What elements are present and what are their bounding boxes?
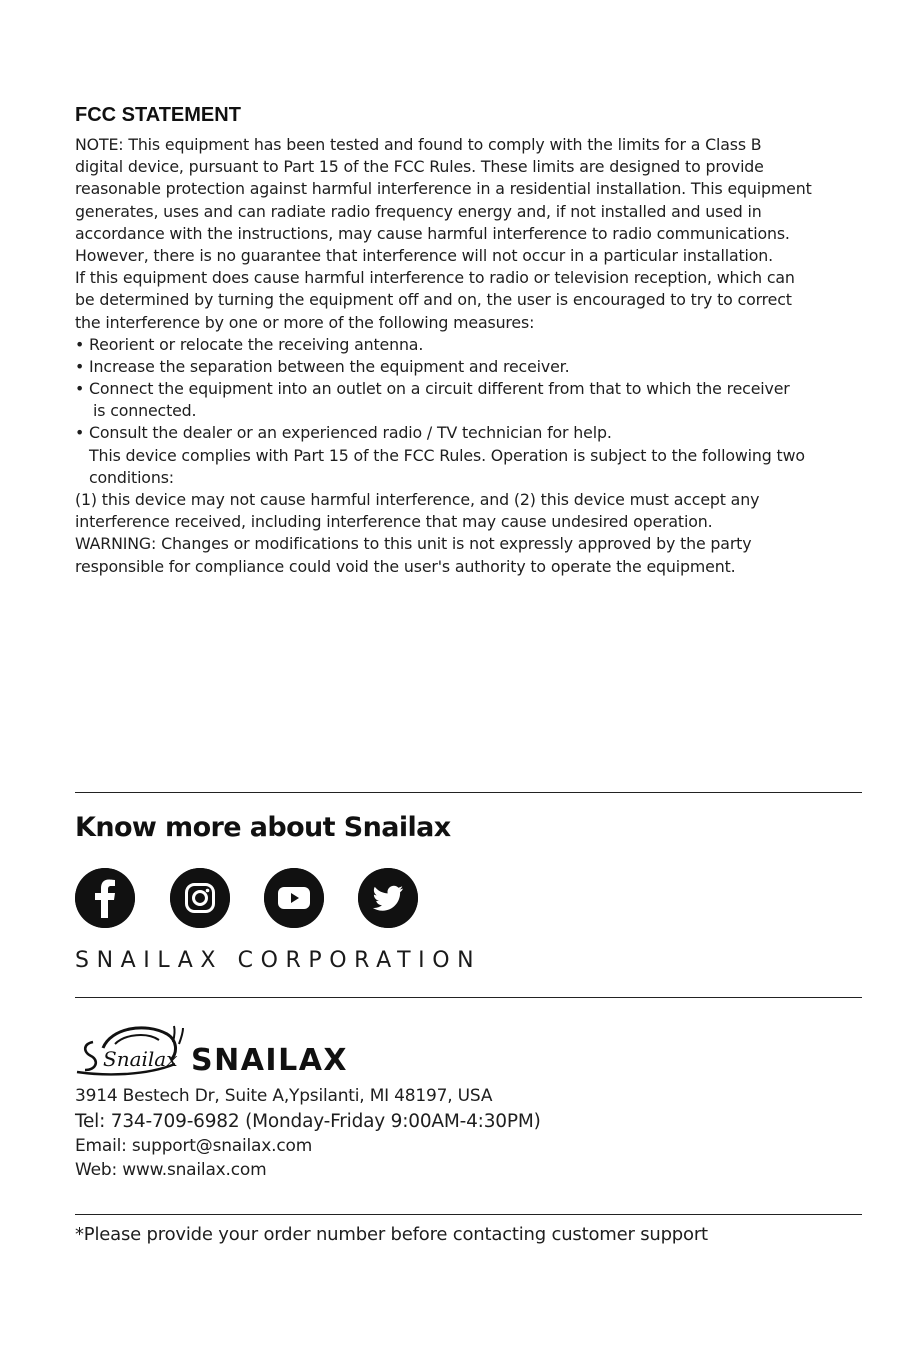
logo-wordmark: SNAILAX xyxy=(191,1043,349,1078)
address-text: 3914 Bestech Dr, Suite A,Ypsilanti, MI 48197, USA xyxy=(75,1086,493,1106)
twitter-icon[interactable] xyxy=(358,868,418,928)
fcc-line: digital device, pursuant to Part 15 of the FCC Rules. These limits are designed to provide xyxy=(75,157,764,177)
fcc-line: (1) this device may not cause harmful interference, and (2) this device must accept any xyxy=(75,490,760,509)
fcc-line: interference received, including interference that may cause undesired operation. xyxy=(75,512,713,532)
fcc-statement-title: FCC STATEMENT xyxy=(75,104,241,126)
phone-text: Tel: 734-709-6982 (Monday-Friday 9:00AM-4:30PM) xyxy=(75,1111,541,1132)
corporation-name: SNAILAX CORPORATION xyxy=(75,948,482,973)
divider xyxy=(75,1214,862,1215)
fcc-bullet-continuation: is connected. xyxy=(93,401,197,421)
fcc-warning: WARNING: Changes or modifications to this unit is not expressly approved by the party xyxy=(75,534,752,554)
fcc-line: NOTE: This equipment has been tested and found to comply with the limits for a Class B xyxy=(75,135,762,154)
fcc-statement-body xyxy=(75,134,875,578)
fcc-line: accordance with the instructions, may cause harmful interference to radio communications. xyxy=(75,223,790,243)
fcc-line: If this equipment does cause harmful interference to radio or television reception, which can xyxy=(75,268,795,288)
youtube-icon[interactable] xyxy=(264,868,324,928)
fcc-line: This device complies with Part 15 of the FCC Rules. Operation is subject to the following two xyxy=(89,445,805,465)
web-link[interactable]: Web: www.snailax.com xyxy=(75,1160,267,1180)
fcc-line: conditions: xyxy=(89,467,174,487)
about-heading: Know more about Snailax xyxy=(75,812,451,843)
youtube-glyph xyxy=(264,868,324,928)
snailax-logo-graphic xyxy=(75,1020,365,1080)
instagram-icon[interactable] xyxy=(170,868,230,928)
twitter-glyph xyxy=(358,868,418,928)
fcc-bullet: • Reorient or relocate the receiving antenna. xyxy=(75,334,424,354)
fcc-line: the interference by one or more of the following measures: xyxy=(75,312,535,332)
fcc-line: reasonable protection against harmful interference in a residential installation. This equipment xyxy=(75,179,812,199)
snailax-logo xyxy=(75,1020,365,1085)
instagram-glyph xyxy=(170,868,230,928)
fcc-bullet: • Increase the separation between the equipment and receiver. xyxy=(75,356,570,376)
fcc-warning: responsible for compliance could void the user's authority to operate the equipment. xyxy=(75,556,736,576)
logo-script-text: Snailax xyxy=(103,1047,178,1071)
fcc-line: be determined by turning the equipment off and on, the user is encouraged to try to correct xyxy=(75,290,792,310)
facebook-glyph xyxy=(75,868,135,928)
fcc-bullet: • Consult the dealer or an experienced radio / TV technician for help. xyxy=(75,423,612,443)
fcc-line: However, there is no guarantee that interference will not occur in a particular installation. xyxy=(75,245,774,265)
fcc-line: generates, uses and can radiate radio frequency energy and, if not installed and used in xyxy=(75,201,762,221)
email-link[interactable]: Email: support@snailax.com xyxy=(75,1136,313,1156)
facebook-icon[interactable] xyxy=(75,868,135,928)
divider xyxy=(75,792,862,793)
support-note: *Please provide your order number before contacting customer support xyxy=(75,1224,708,1245)
divider xyxy=(75,997,862,998)
fcc-bullet: • Connect the equipment into an outlet on a circuit different from that to which the receiver xyxy=(75,379,790,399)
